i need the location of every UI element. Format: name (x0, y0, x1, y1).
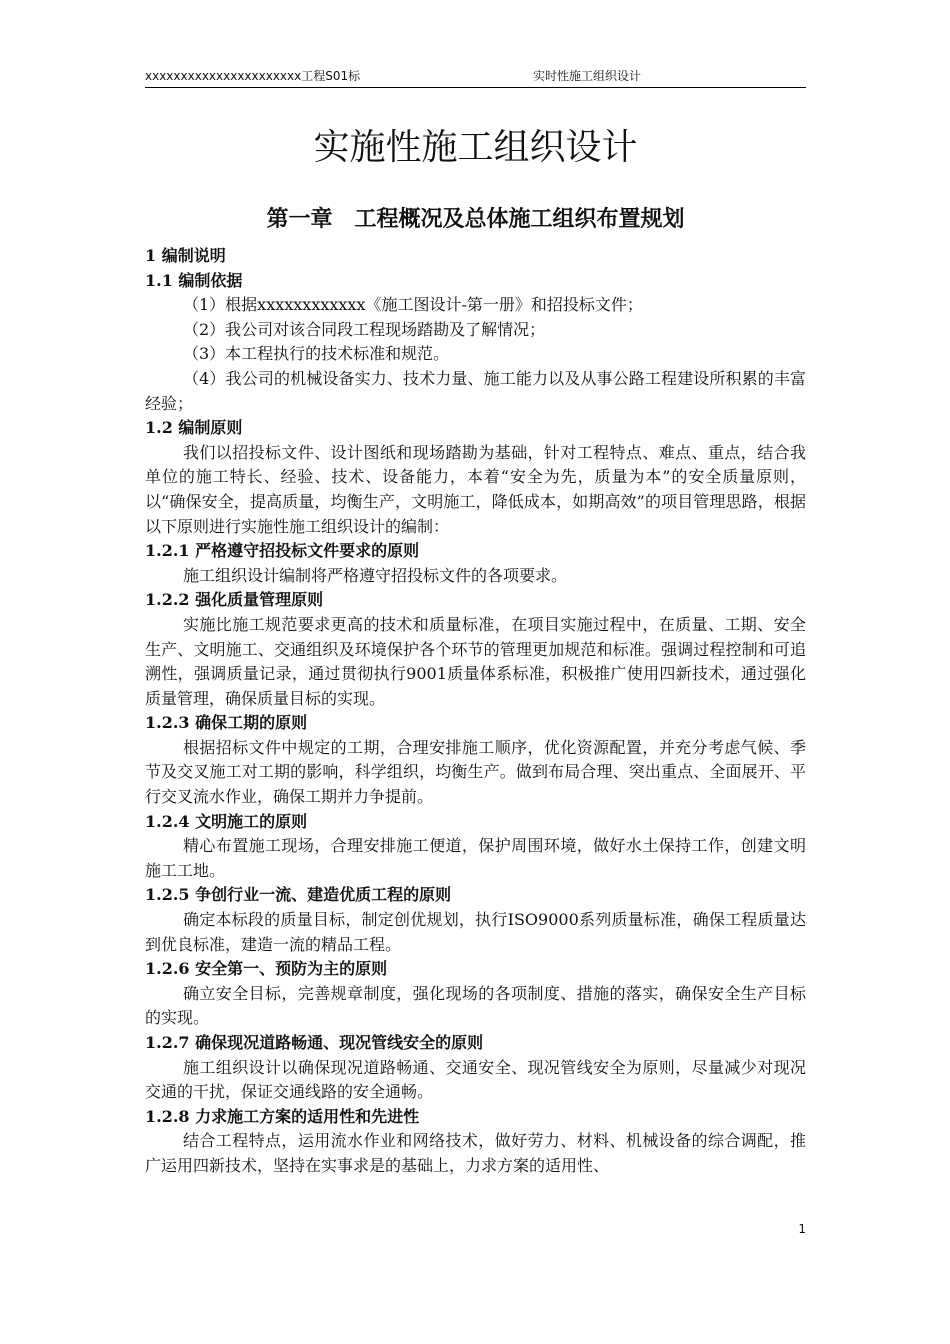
section-heading: 1 编制说明 (145, 246, 226, 265)
list-item: （2）我公司对该合同段工程现场踏勘及了解情况； (183, 319, 546, 339)
running-header (145, 67, 806, 88)
paragraph: 根据招标文件中规定的工期，合理安排施工顺序，优化资源配置，并充分考虑气候、季节及交叉施工对工期的影响，科学组织，均衡生产。做到布局合理、突出重点、全面展开、平行交叉流水作业，确保工期并力争提前。 (145, 737, 806, 807)
section-heading: 1.2.7 确保现况道路畅通、现况管线安全的原则 (145, 1033, 484, 1052)
section-heading: 1.2.6 安全第一、预防为主的原则 (145, 959, 388, 979)
paragraph: 我们以招投标文件、设计图纸和现场踏勘为基础，针对工程特点、难点、重点，结合我单位的施工特长、经验、技术、设备能力，本着“安全为先，质量为本”的安全质量原则，以“确保安全，提高质量，均衡生产，文明施工，降低成本，如期高效”的项目管理思路，根据以下原则进行实施性施工组织设计的编制： (145, 442, 806, 536)
page-number: 1 (798, 1222, 806, 1236)
list-item: （1）根据xxxxxxxxxxxx《施工图设计-第一册》和招投标文件； (183, 295, 643, 315)
section-heading: 1.2.3 确保工期的原则 (145, 713, 308, 733)
chapter-title: 第一章 工程概况及总体施工组织布置规划 (266, 206, 685, 232)
paragraph: 确定本标段的质量目标，制定创优规划，执行ISO9000系列质量标准，确保工程质量达到优良标准，建造一流的精品工程。 (145, 910, 806, 954)
section-heading: 1.1 编制依据 (145, 270, 243, 290)
section-heading: 1.2.1 严格遵守招投标文件要求的原则 (145, 541, 420, 561)
paragraph: 精心布置施工现场，合理安排施工便道，保护周围环境，做好水土保持工作，创建文明施工工地。 (145, 836, 806, 880)
paragraph: 确立安全目标，完善规章制度，强化现场的各项制度、措施的落实，确保安全生产目标的实现。 (145, 983, 806, 1028)
header-document-title: 实时性施工组织设计 (533, 69, 642, 83)
section-heading: 1.2 编制原则 (145, 418, 243, 438)
document-title: 实施性施工组织设计 (313, 127, 638, 168)
section-heading: 1.2.2 强化质量管理原则 (145, 590, 324, 610)
document-body (145, 244, 806, 1179)
section-heading: 1.2.4 文明施工的原则 (145, 811, 308, 831)
paragraph: 结合工程特点，运用流水作业和网络技术，做好劳力、材料、机械设备的综合调配，推广运用四新技术，坚持在实事求是的基础上，力求方案的适用性、 (145, 1131, 806, 1175)
section-heading: 1.2.5 争创行业一流、建造优质工程的原则 (145, 885, 452, 905)
list-item: （4）我公司的机械设备实力、技术力量、施工能力以及从事公路工程建设所积累的丰富经验； (145, 368, 806, 413)
paragraph: 施工组织设计编制将严格遵守招投标文件的各项要求。 (183, 565, 568, 585)
paragraph: 实施比施工规范要求更高的技术和质量标准，在项目实施过程中，在质量、工期、安全生产、文明施工、交通组织及环境保护各个环节的管理更加规范和标准。强调过程控制和可追溯性，强调质量记录，通过贯彻执行9001质量体系标准，积极推广使用四新技术，通过强化质量管理，确保质量目标的实现。 (145, 614, 806, 708)
header-project-name: xxxxxxxxxxxxxxxxxxxxxx工程S01标 (145, 69, 361, 83)
section-heading: 1.2.8 力求施工方案的适用性和先进性 (145, 1106, 420, 1126)
list-item: （3）本工程执行的技术标准和规范。 (183, 344, 450, 364)
paragraph: 施工组织设计以确保现况道路畅通、交通安全、现况管线安全为原则，尽量减少对现况交通的干扰，保证交通线路的安全通畅。 (145, 1057, 806, 1102)
